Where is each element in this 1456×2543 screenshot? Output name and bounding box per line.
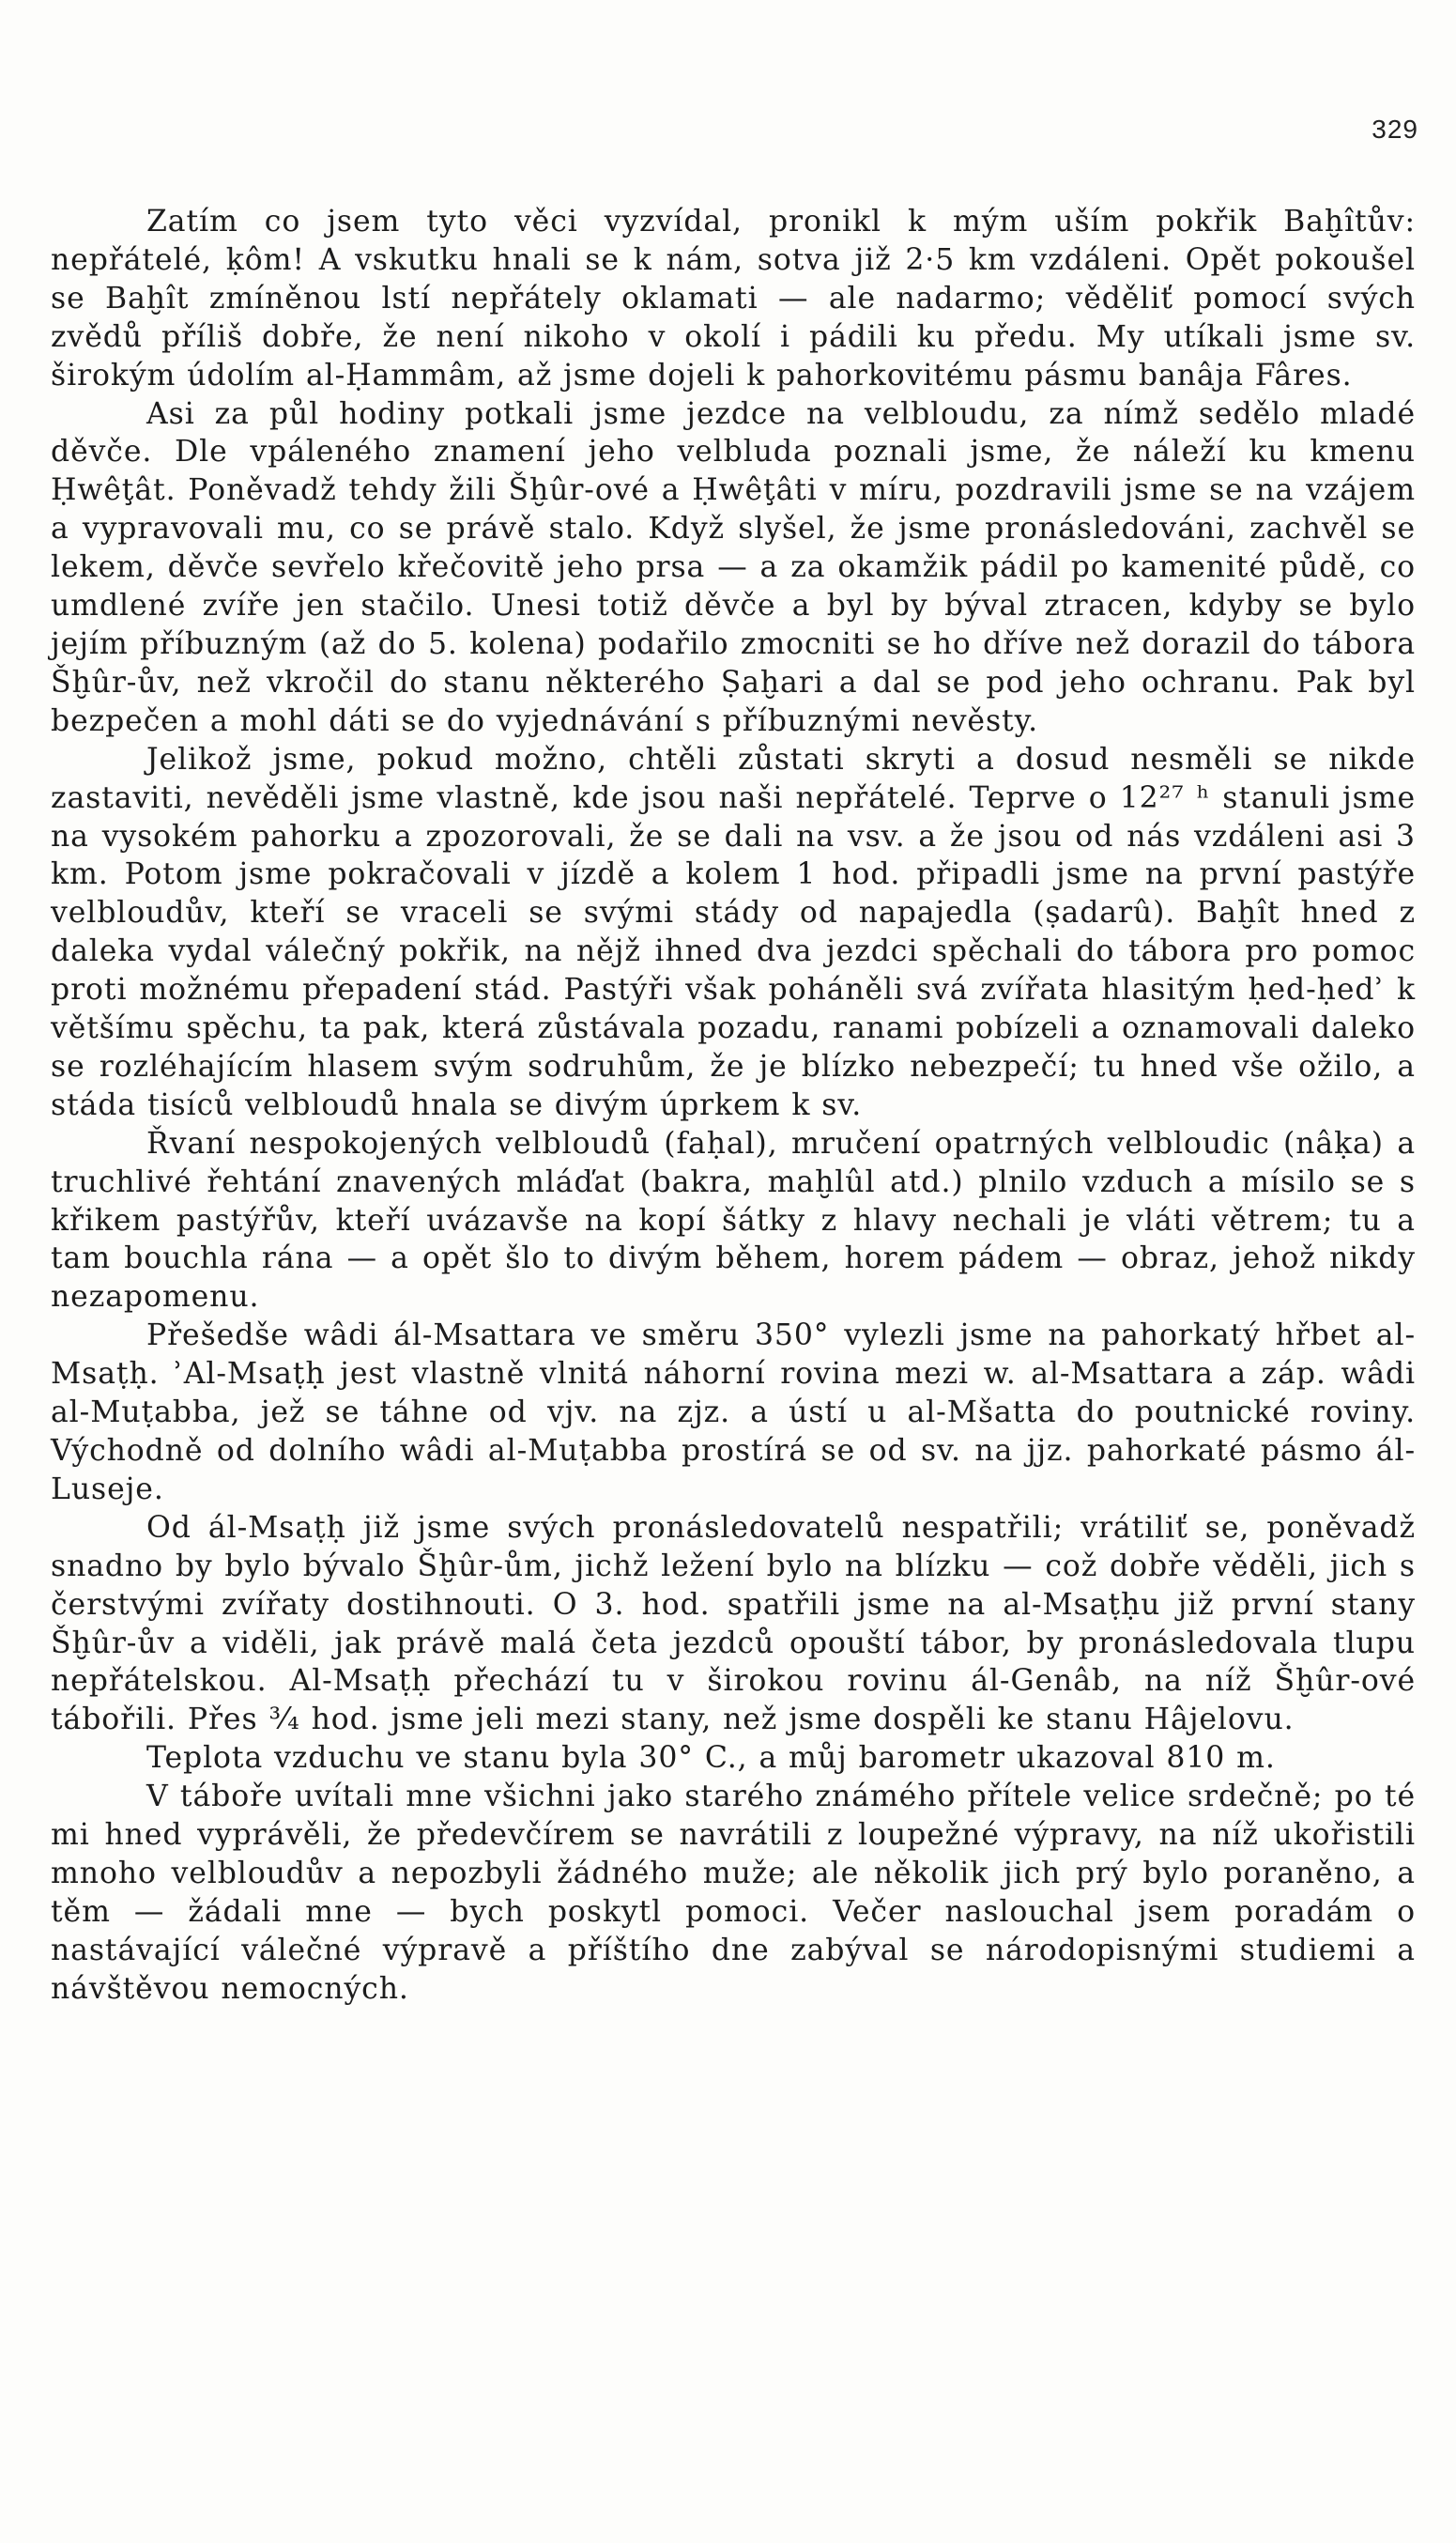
paragraph: Řvaní nespokojených velbloudů (faḥal), mručení opatrných velbloudic (nâḳa) a truchlivé řehtání znavených mláďat (bakra, maḫlûl atd.) plnilo vzduch a mísilo se s křikem pastýřův, kteří uvázavše na kopí šátky z hlavy nechali je vláti větrem; tu a tam bouchla rána — a opět šlo to divým během, horem pádem — obraz, jehož nikdy nezapomenu. — [51, 1126, 1416, 1315]
paragraph: Asi za půl hodiny potkali jsme jezdce na velbloudu, za nímž sedělo mladé děvče. Dle vpáleného znamení jeho velbluda poznali jsme, že náleží ku kmenu Ḥwêţât. Poněvadž tehdy žili Šḫûr-ové a Ḥwêţâti v míru, pozdravili jsme se na vzájem a vypravovali mu, co se právě stalo. Když slyšel, že jsme pronásledováni, zachvěl se lekem, děvče sevřelo křečovitě jeho prsa — a za okamžik pádil po kamenité půdě, co umdlené zvíře jen stačilo. Unesi totiž děvče a byl by býval ztracen, kdyby se bylo jejím příbuzným (až do 5. kolena) podařilo zmocniti se ho dříve než dorazil do tábora Šḫûr-ův, než vkročil do stanu některého Ṣaḫari a dal se pod jeho ochranu. Pak byl bezpečen a mohl dáti se do vyjednávání s příbuznými nevěsty. — [51, 396, 1416, 738]
paragraph: Zatím co jsem tyto věci vyzvídal, pronikl k mým uším pokřik Baḫîtův: nepřátelé, ḳôm! A vskutku hnali se k nám, sotva již 2·5 km vzdáleni. Opět pokoušel se Baḫît zmíněnou lstí nepřátely oklamati — ale nadarmo; věděliť pomocí svých zvědů příliš dobře, že není nikoho v okolí i pádili ku předu. My utíkali jsme sv. širokým údolím al-Ḥammâm, až jsme dojeli k pahorkovitému pásmu banâja Fâres. — [51, 205, 1416, 393]
paragraph: Teplota vzduchu ve stanu byla 30° C., a můj barometr ukazoval 810 m. — [146, 1741, 1276, 1776]
paragraph: Jelikož jsme, pokud možno, chtěli zůstati skryti a dosud nesměli se nikde zastaviti, nevěděli jsme vlastně, kde jsou naši nepřátelé. Teprve o 12²⁷ ʰ stanuli jsme na vysokém pahorku a zpozorovali, že se dali na vsv. a že jsou od nás vzdáleni asi 3 km. Potom jsme pokračovali v jízdě a kolem 1 hod. připadli jsme na první pastýře velbloudův, kteří se vraceli se svými stády od napajedla (ṣadarû). Baḫît hned z daleka vydal válečný pokřik, na nějž ihned dva jezdci spěchali do tábora pro pomoc proti možnému přepadení stád. Pastýři však poháněli svá zvířata hlasitým ḥed-ḥedʾ k většímu spěchu, ta pak, která zůstávala pozadu, ranami pobízeli a oznamovali daleko se rozléhajícím hlasem svým sodruhům, že je blízko nebezpečí; tu hned vše ožilo, a stáda tisíců velbloudů hnala se divým úprkem k sv. — [51, 742, 1416, 1122]
paragraph: Od ál-Msaṭḥ již jsme svých pronásledovatelů nespatřili; vrátiliť se, poněvadž snadno by bylo bývalo Šḫûr-ům, jichž ležení bylo na blízku — což dobře věděli, jich s čerstvými zvířaty dostihnouti. O 3. hod. spatřili jsme na al-Msaṭḥu již první stany Šḫûr-ův a viděli, jak právě malá četa jezdců opouští tábor, by pronásledovala tlupu nepřátelskou. Al-Msaṭḥ přechází tu v širokou rovinu ál-Genâb, na níž Šḫûr-ové tábořili. Přes ³⁄₄ hod. jsme jeli mezi stany, než jsme dospěli ke stanu Hâjelovu. — [51, 1510, 1416, 1737]
body-text — [51, 203, 1416, 2009]
paragraph: V táboře uvítali mne všichni jako starého známého přítele velice srdečně; po té mi hned vyprávěli, že předevčírem se navrátili z loupežné výpravy, na níž ukořistili mnoho velbloudův a nepozbyli žádného muže; ale několik jich prý bylo poraněno, a těm — žádali mne — bych poskytl pomoci. Večer naslouchal jsem poradám o nastávající válečné výpravě a příštího dne zabýval se národopisnými studiemi a návštěvou nemocných. — [51, 1780, 1416, 2006]
page-number: 329 — [1372, 115, 1418, 144]
paragraph: Přešedše wâdi ál-Msattara ve směru 350° vylezli jsme na pahorkatý hřbet al-Msaṭḥ. ʾAl-Msaṭḥ jest vlastně vlnitá náhorní rovina mezi w. al-Msattara a záp. wâdi al-Muṭabba, jež se táhne od vjv. na zjz. a ústí u al-Mšatta do poutnické roviny. Východně od dolního wâdi al-Muṭabba prostírá se od sv. na jjz. pahorkaté pásmo ál-Luseje. — [51, 1318, 1416, 1506]
